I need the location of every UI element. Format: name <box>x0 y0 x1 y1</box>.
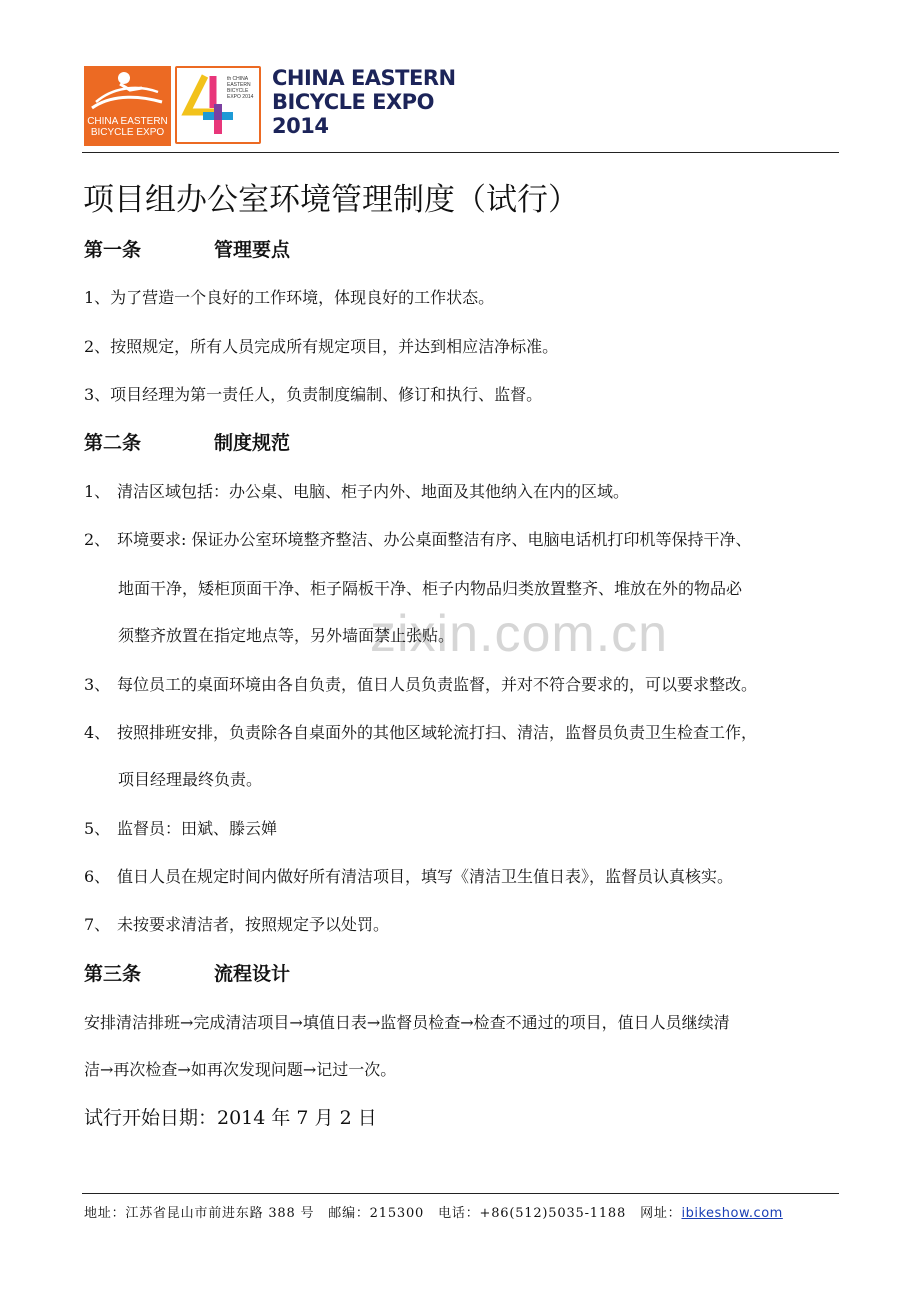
paragraph: 2、按照规定，所有人员完成所有规定项目，并达到相应洁净标准。 <box>84 337 559 356</box>
paragraph: 洁→再次检查→如再次发现问题→记过一次。 <box>84 1060 397 1079</box>
expo-title-line3: 2014 <box>272 114 329 138</box>
list-item <box>84 480 629 504</box>
list-item <box>84 721 757 745</box>
website-link[interactable]: ibikeshow.com <box>681 1206 783 1221</box>
cyclist-icon <box>84 66 171 116</box>
paragraph: 安排清洁排班→完成清洁项目→填值日表→监督员检查→检查不通过的项目，值日人员继续清 <box>84 1013 730 1032</box>
section-heading-2 <box>84 429 290 457</box>
expo-logo-left <box>84 66 171 146</box>
paragraph: 3、项目经理为第一责任人，负责制度编制、修订和执行、监督。 <box>84 385 543 404</box>
item-number: 4、 <box>84 723 111 742</box>
item-number: 6、 <box>84 867 111 886</box>
section-name: 流程设计 <box>214 963 291 985</box>
section-number: 第一条 <box>84 239 142 261</box>
item-text: 环境要求: 保证办公室环境整齐整洁、办公桌面整洁有序、电脑电话机打印机等保持干净、 <box>117 530 752 549</box>
section-number: 第三条 <box>84 963 142 985</box>
item-continuation: 须整齐放置在指定地点等，另外墙面禁止张贴。 <box>118 626 455 645</box>
item-text: 未按要求清洁者，按照规定予以处罚。 <box>117 915 390 934</box>
item-number: 1、 <box>84 482 111 501</box>
item-number: 2、 <box>84 530 111 549</box>
logo-left-line1: CHINA EASTERN <box>87 116 168 127</box>
item-continuation: 项目经理最终负责。 <box>118 770 263 789</box>
paragraph: 1、为了营造一个良好的工作环境，体现良好的工作状态。 <box>84 288 495 307</box>
item-number: 7、 <box>84 915 111 934</box>
item-number: 3、 <box>84 675 111 694</box>
section-name: 管理要点 <box>214 239 291 261</box>
footer-divider <box>82 1193 839 1194</box>
list-item <box>84 673 757 697</box>
expo-title-line1: CHINA EASTERN <box>272 66 456 90</box>
section-heading-3 <box>84 960 290 988</box>
footer-web-label: 网址： <box>640 1206 682 1221</box>
item-text: 值日人员在规定时间内做好所有清洁项目，填写《清洁卫生值日表》，监督员认真核实。 <box>117 867 734 886</box>
section-name: 制度规范 <box>214 432 291 454</box>
item-continuation: 地面干净，矮柜顶面干净、柜子隔板干净、柜子内物品归类放置整齐、堆放在外的物品必 <box>118 579 743 598</box>
list-item <box>84 913 389 937</box>
section-number: 第二条 <box>84 432 142 454</box>
section-heading-1 <box>84 236 290 264</box>
item-text: 按照排班安排，负责除各自桌面外的其他区域轮流打扫、清洁，监督员负责卫生检查工作， <box>117 723 758 742</box>
list-item <box>84 528 751 552</box>
expo-title <box>272 66 456 138</box>
item-text: 监督员：田斌、滕云婵 <box>117 819 278 838</box>
expo-4th-logo <box>175 66 261 144</box>
item-text: 清洁区域包括：办公桌、电脑、柜子内外、地面及其他纳入在内的区域。 <box>117 482 630 501</box>
footer-address: 地址：江苏省昆山市前进东路 388 号 <box>84 1206 315 1221</box>
logo-left-line2: BICYCLE EXPO <box>90 127 165 138</box>
header-divider <box>82 152 839 153</box>
footer-phone: 电话：+86(512)5035-1188 <box>438 1206 627 1221</box>
list-item <box>84 865 733 889</box>
document-title: 项目组办公室环境管理制度（试行） <box>83 182 579 218</box>
start-date: 试行开始日期：2014 年 7 月 2 日 <box>84 1107 377 1129</box>
list-item <box>84 817 277 841</box>
footer <box>84 1205 783 1223</box>
item-number: 5、 <box>84 819 111 838</box>
watermark: zixin.com.cn <box>370 605 669 663</box>
item-text: 每位员工的桌面环境由各自负责，值日人员负责监督，并对不符合要求的，可以要求整改。 <box>117 675 758 694</box>
expo-title-line2: BICYCLE EXPO <box>272 90 434 114</box>
footer-postcode: 邮编：215300 <box>328 1206 425 1221</box>
logo-mini-caption: th CHINA EASTERN BICYCLE EXPO 2014 <box>227 76 254 100</box>
